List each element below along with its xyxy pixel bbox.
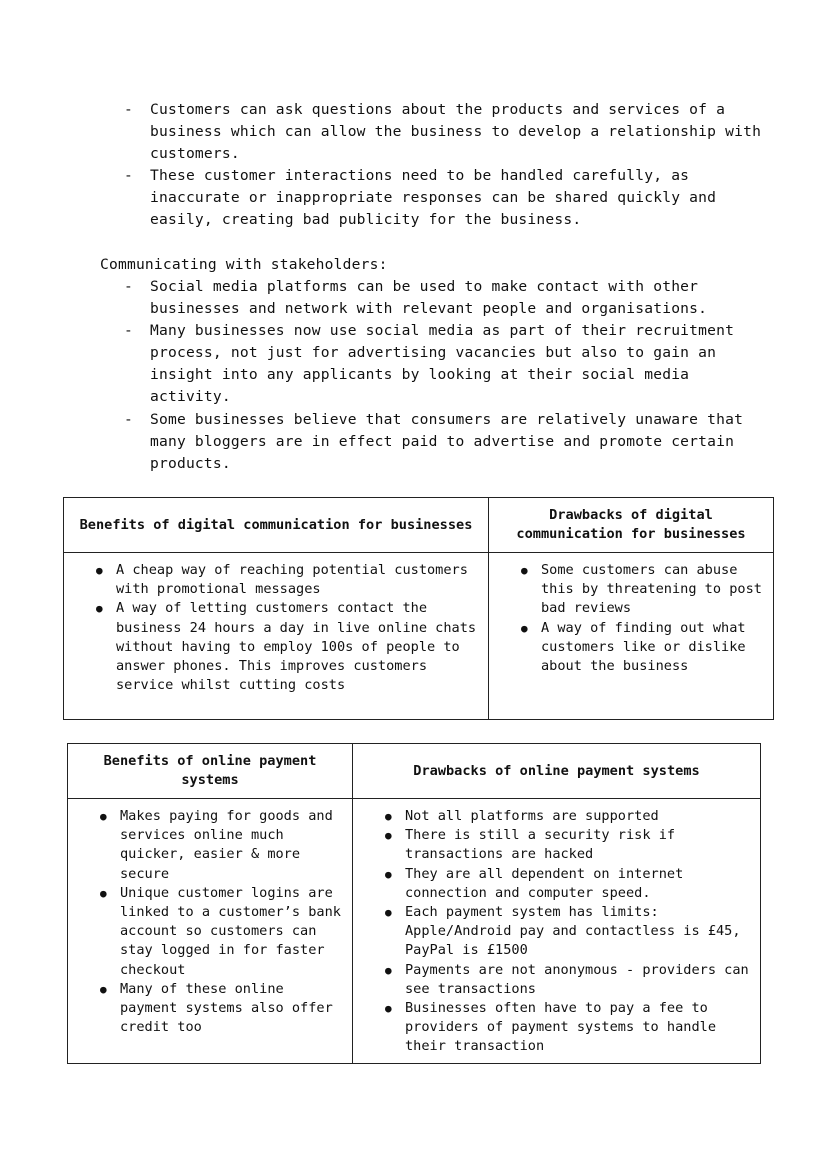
list-item: ● There is still a security risk if transactions are hacked: [381, 826, 752, 864]
online-payment-table: [67, 743, 761, 1064]
list-item: ● Many of these online payment systems also offer credit too: [96, 980, 344, 1038]
list-item: - Social media platforms can be used to make contact with other businesses and network with relevant people and organisations.: [124, 276, 764, 320]
customer-interaction-list: [124, 99, 764, 232]
digital-communication-table: [63, 497, 774, 720]
table-header-drawbacks: Drawbacks of online payment systems: [353, 744, 761, 799]
drawbacks-cell: [353, 799, 761, 1064]
list-item: ● Not all platforms are supported: [381, 807, 752, 826]
benefits-cell: [64, 553, 489, 720]
table-header-benefits: Benefits of digital communication for businesses: [64, 498, 489, 553]
drawbacks-cell: [489, 553, 774, 720]
benefits-cell: [68, 799, 353, 1064]
list-item: - Customers can ask questions about the products and services of a business which can allow the business to develop a relationship with customers.: [124, 99, 764, 165]
stakeholder-list: [124, 276, 764, 475]
list-item: ● Businesses often have to pay a fee to providers of payment systems to handle their transaction: [381, 999, 752, 1057]
list-item: ● Payments are not anonymous - providers can see transactions: [381, 961, 752, 999]
list-item: ● A cheap way of reaching potential customers with promotional messages: [92, 561, 478, 599]
list-item: ● A way of finding out what customers like or dislike about the business: [517, 619, 763, 677]
list-item: ● Each payment system has limits: Apple/Android pay and contactless is £45, PayPal is £1500: [381, 903, 752, 961]
list-item: - These customer interactions need to be handled carefully, as inaccurate or inappropriate responses can be shared quickly and easily, creating bad publicity for the business.: [124, 165, 764, 231]
list-item: - Some businesses believe that consumers are relatively unaware that many bloggers are in effect paid to advertise and promote certain products.: [124, 409, 764, 475]
table-header-drawbacks: Drawbacks of digital communication for businesses: [489, 498, 774, 553]
list-item: ● Some customers can abuse this by threatening to post bad reviews: [517, 561, 763, 619]
list-item: - Many businesses now use social media as part of their recruitment process, not just for advertising vacancies but also to gain an insight into any applicants by looking at their social media activity.: [124, 320, 764, 408]
list-item: ● They are all dependent on internet connection and computer speed.: [381, 865, 752, 903]
table-header-benefits: Benefits of online payment systems: [68, 744, 353, 799]
list-item: ● Unique customer logins are linked to a customer’s bank account so customers can stay logged in for faster checkout: [96, 884, 344, 980]
section-heading-stakeholders: Communicating with stakeholders:: [100, 256, 388, 273]
list-item: ● Makes paying for goods and services online much quicker, easier & more secure: [96, 807, 344, 884]
list-item: ● A way of letting customers contact the business 24 hours a day in live online chats without having to employ 100s of people to answer phones. This improves customers service whilst cutting costs: [92, 599, 478, 695]
